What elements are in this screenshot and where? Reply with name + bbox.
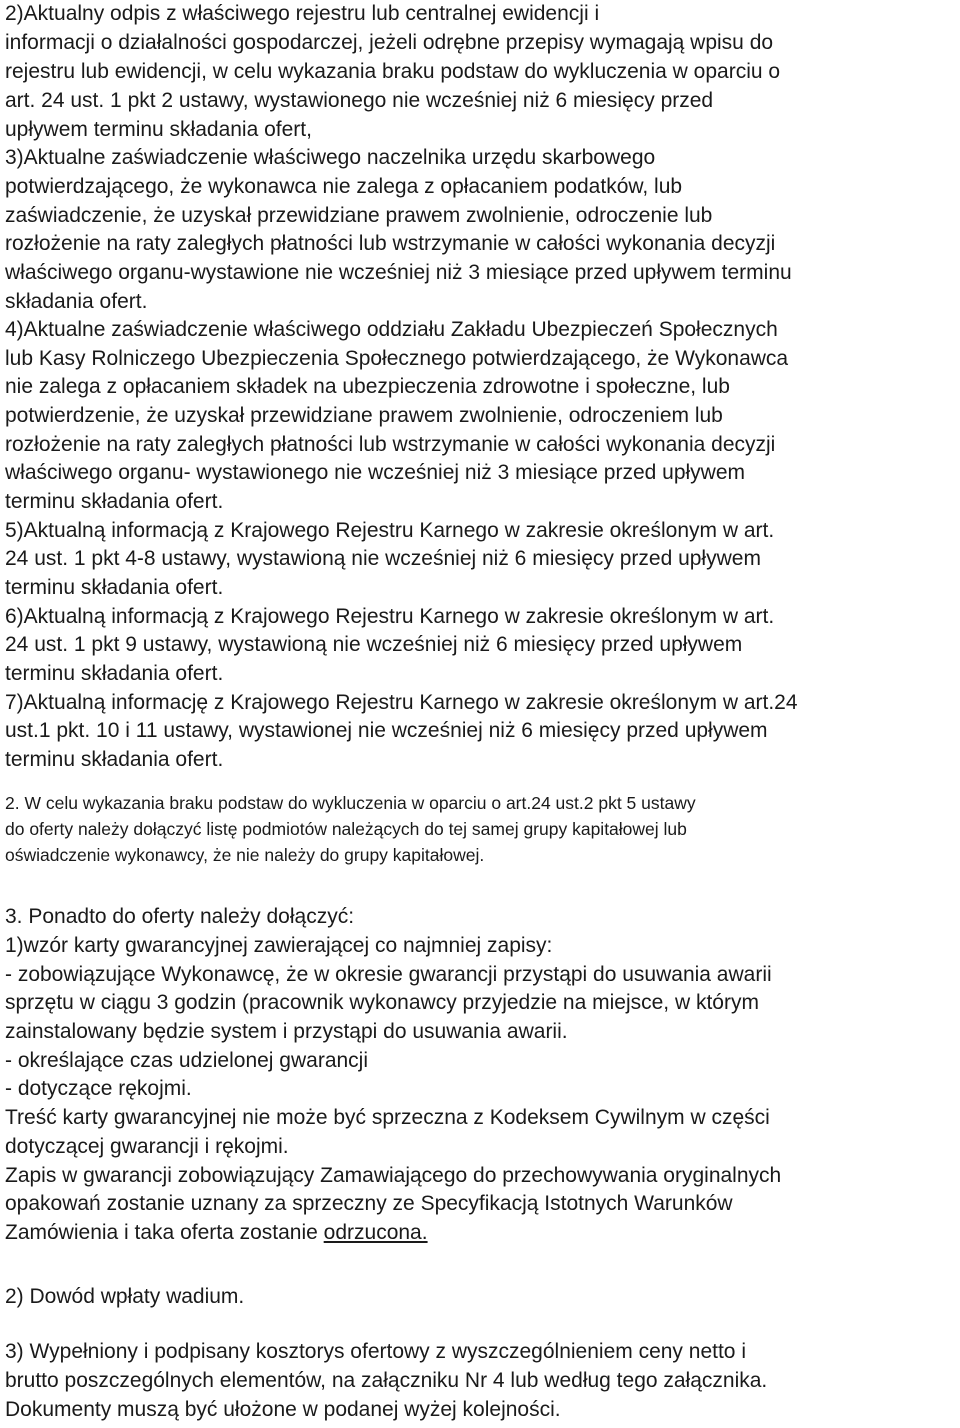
text-line: 5)Aktualną informacją z Krajowego Rejestru Karnego w zakresie określonym w art. (5, 519, 775, 542)
text-line: 3)Aktualne zaświadczenie właściwego naczelnika urzędu skarbowego (5, 146, 656, 169)
text-line: 24 ust. 1 pkt 9 ustawy, wystawioną nie wcześniej niż 6 miesięcy przed upływem (5, 633, 743, 656)
text-line: terminu składania ofert. (5, 490, 224, 513)
text-line: 2. W celu wykazania braku podstaw do wykluczenia w oparciu o art.24 ust.2 pkt 5 ustawy (5, 793, 696, 813)
text-line: brutto poszczególnych elementów, na załączniku Nr 4 lub według tego załącznika. (5, 1369, 768, 1392)
text-line: terminu składania ofert. (5, 748, 224, 771)
text-line: potwierdzającego, że wykonawca nie zalega z opłacaniem podatków, lub (5, 175, 683, 198)
text-line: zainstalowany będzie system i przystąpi do usuwania awarii. (5, 1020, 568, 1043)
text-line: 1)wzór karty gwarancyjnej zawierającej co najmniej zapisy: (5, 934, 553, 957)
text-line: 4)Aktualne zaświadczenie właściwego oddziału Zakładu Ubezpieczeń Społecznych (5, 318, 778, 341)
text-line: - dotyczące rękojmi. (5, 1077, 192, 1100)
text-line: właściwego organu-wystawione nie wcześniej niż 3 miesiące przed upływem terminu (5, 261, 792, 284)
text-line: upływem terminu składania ofert, (5, 118, 312, 141)
underlined-word: odrzucona. (323, 1221, 428, 1244)
text-line: Treść karty gwarancyjnej nie może być sprzeczna z Kodeksem Cywilnym w części (5, 1106, 770, 1129)
text-line: terminu składania ofert. (5, 662, 224, 685)
text-line: 2)Aktualny odpis z właściwego rejestru lub centralnej ewidencji i (5, 2, 600, 25)
text-line: Zapis w gwarancji zobowiązujący Zamawiającego do przechowywania oryginalnych (5, 1164, 782, 1187)
text-line: potwierdzenie, że uzyskał przewidziane prawem zwolnienie, odroczeniem lub (5, 404, 723, 427)
text-line: Dokumenty muszą być ułożone w podanej wyżej kolejności. (5, 1398, 561, 1421)
text-line: informacji o działalności gospodarczej, jeżeli odrębne przepisy wymagają wpisu do (5, 31, 774, 54)
text-line: 2) Dowód wpłaty wadium. (5, 1285, 245, 1308)
text-line: ust.1 pkt. 10 i 11 ustawy, wystawionej nie wcześniej niż 6 miesięcy przed upływem (5, 719, 768, 742)
text-line: - określające czas udzielonej gwarancji (5, 1049, 369, 1072)
text-line: nie zalega z opłacaniem składek na ubezpieczenia zdrowotne i społeczne, lub (5, 375, 730, 398)
text-line: 7)Aktualną informację z Krajowego Rejestru Karnego w zakresie określonym w art.24 (5, 691, 798, 714)
text-line: 24 ust. 1 pkt 4-8 ustawy, wystawioną nie wcześniej niż 6 miesięcy przed upływem (5, 547, 761, 570)
text-line (5, 1219, 955, 1247)
text-line: rejestru lub ewidencji, w celu wykazania braku podstaw do wykluczenia w oparciu o (5, 60, 781, 83)
text-line: opakowań zostanie uznany za sprzeczny ze Specyfikacją Istotnych Warunków (5, 1192, 733, 1215)
text-line: oświadczenie wykonawcy, że nie należy do grupy kapitałowej. (5, 845, 485, 865)
text-line: właściwego organu- wystawionego nie wcześniej niż 3 miesiące przed upływem (5, 461, 746, 484)
text-line: dotyczącej gwarancji i rękojmi. (5, 1135, 289, 1158)
text-segment: Zamówienia i taka oferta zostanie (5, 1221, 324, 1244)
text-line: art. 24 ust. 1 pkt 2 ustawy, wystawionego nie wcześniej niż 6 miesięcy przed (5, 89, 714, 112)
text-line: składania ofert. (5, 290, 148, 313)
text-line: 6)Aktualną informacją z Krajowego Rejestru Karnego w zakresie określonym w art. (5, 605, 775, 628)
text-line: 3. Ponadto do oferty należy dołączyć: (5, 905, 355, 928)
text-line: 3) Wypełniony i podpisany kosztorys ofertowy z wyszczególnieniem ceny netto i (5, 1340, 746, 1363)
text-line: do oferty należy dołączyć listę podmiotów należących do tej samej grupy kapitałowej lub (5, 819, 687, 839)
text-line: rozłożenie na raty zaległych płatności lub wstrzymanie w całości wykonania decyzji (5, 232, 776, 255)
text-line: lub Kasy Rolniczego Ubezpieczenia Społecznego potwierdzającego, że Wykonawca (5, 347, 789, 370)
text-line: zaświadczenie, że uzyskał przewidziane prawem zwolnienie, odroczenie lub (5, 204, 713, 227)
text-line: sprzętu w ciągu 3 godzin (pracownik wykonawcy przyjedzie na miejsce, w którym (5, 991, 759, 1014)
text-line: terminu składania ofert. (5, 576, 224, 599)
text-line: - zobowiązujące Wykonawcę, że w okresie gwarancji przystąpi do usuwania awarii (5, 963, 772, 986)
text-line: rozłożenie na raty zaległych płatności lub wstrzymanie w całości wykonania decyzji (5, 433, 776, 456)
